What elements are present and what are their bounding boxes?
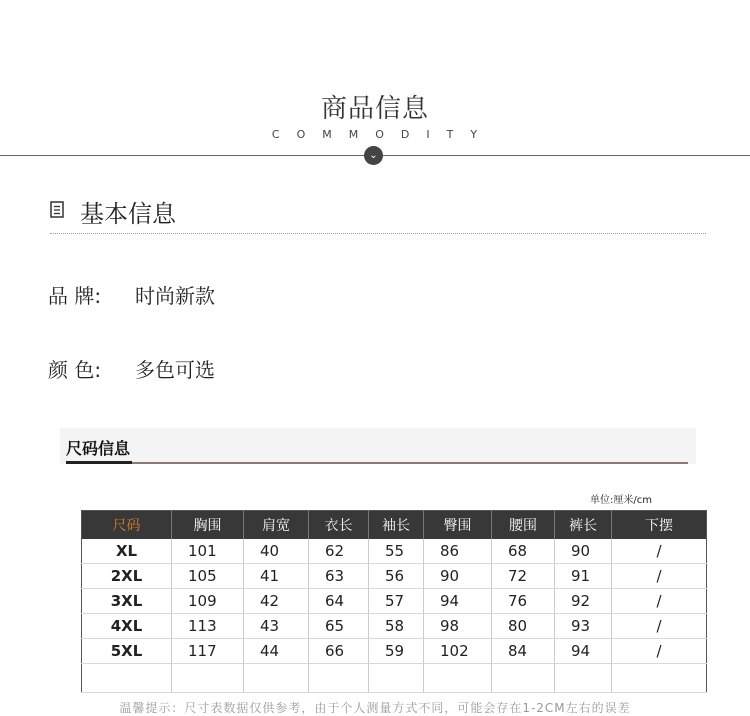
table-cell: 62 <box>309 539 369 564</box>
table-cell: 94 <box>555 639 612 664</box>
page-title: 商品信息 <box>320 94 429 124</box>
table-cell: 3XL <box>82 589 172 614</box>
table-cell: 40 <box>244 539 309 564</box>
table-row-empty <box>82 664 707 693</box>
table-cell: 4XL <box>82 614 172 639</box>
attr-color-value: 多色可选 <box>135 358 215 382</box>
table-cell <box>612 664 707 693</box>
table-cell: 113 <box>172 614 244 639</box>
chevron-down-icon: ⌄ <box>364 146 383 165</box>
page-subtitle: COMMODITY <box>271 128 495 141</box>
table-cell: 98 <box>424 614 492 639</box>
table-cell: 5XL <box>82 639 172 664</box>
table-cell: 57 <box>369 589 424 614</box>
unit-label: 单位:厘米/cm <box>590 495 652 506</box>
table-cell: 117 <box>172 639 244 664</box>
table-cell <box>492 664 555 693</box>
table-row <box>82 614 707 639</box>
table-cell: 43 <box>244 614 309 639</box>
attr-brand-value: 时尚新款 <box>135 284 215 308</box>
table-cell: 72 <box>492 564 555 589</box>
document-icon <box>50 201 64 218</box>
table-cell: 68 <box>492 539 555 564</box>
table-cell: 80 <box>492 614 555 639</box>
size-underline-accent <box>66 461 132 464</box>
col-header: 胸围 <box>172 511 244 540</box>
table-cell: 55 <box>369 539 424 564</box>
table-cell: 76 <box>492 589 555 614</box>
table-cell: 86 <box>424 539 492 564</box>
attr-brand-key: 品 牌: <box>48 284 102 308</box>
col-header: 下摆 <box>612 511 707 540</box>
table-cell <box>555 664 612 693</box>
table-cell: 91 <box>555 564 612 589</box>
table-cell: 64 <box>309 589 369 614</box>
table-cell <box>424 664 492 693</box>
table-cell: 84 <box>492 639 555 664</box>
table-cell <box>82 664 172 693</box>
col-header: 裤长 <box>555 511 612 540</box>
table-cell <box>369 664 424 693</box>
attr-color-key: 颜 色: <box>48 358 102 382</box>
dotted-divider <box>50 233 706 234</box>
table-cell <box>244 664 309 693</box>
table-cell: 94 <box>424 589 492 614</box>
col-header: 尺码 <box>82 511 172 540</box>
table-cell: 90 <box>424 564 492 589</box>
table-cell: 59 <box>369 639 424 664</box>
table-cell: / <box>612 639 707 664</box>
col-header: 袖长 <box>369 511 424 540</box>
table-cell: / <box>612 589 707 614</box>
table-cell: 58 <box>369 614 424 639</box>
measurement-note: 温馨提示：尺寸表数据仅供参考，由于个人测量方式不同，可能会存在1-2CM左右的误差 <box>119 701 631 715</box>
table-cell <box>172 664 244 693</box>
col-header: 臀围 <box>424 511 492 540</box>
table-cell: 102 <box>424 639 492 664</box>
table-row <box>82 539 707 564</box>
size-underline <box>66 462 688 464</box>
table-cell: 65 <box>309 614 369 639</box>
table-cell: / <box>612 564 707 589</box>
table-cell: 90 <box>555 539 612 564</box>
table-cell: 109 <box>172 589 244 614</box>
table-cell: / <box>612 539 707 564</box>
section-title-basic: 基本信息 <box>80 200 176 228</box>
table-row <box>82 564 707 589</box>
table-cell: 93 <box>555 614 612 639</box>
table-cell: 63 <box>309 564 369 589</box>
table-cell: 101 <box>172 539 244 564</box>
table-cell: 44 <box>244 639 309 664</box>
table-row <box>82 589 707 614</box>
table-cell: 105 <box>172 564 244 589</box>
size-table <box>81 510 707 693</box>
table-cell: 92 <box>555 589 612 614</box>
size-table-header <box>82 511 707 540</box>
table-cell: 41 <box>244 564 309 589</box>
table-cell: XL <box>82 539 172 564</box>
col-header: 肩宽 <box>244 511 309 540</box>
table-cell: / <box>612 614 707 639</box>
table-cell: 2XL <box>82 564 172 589</box>
table-cell: 42 <box>244 589 309 614</box>
section-title-size: 尺码信息 <box>66 439 131 458</box>
table-cell: 66 <box>309 639 369 664</box>
table-row <box>82 639 707 664</box>
table-cell: 56 <box>369 564 424 589</box>
col-header: 衣长 <box>309 511 369 540</box>
size-section-banner <box>60 428 696 464</box>
col-header: 腰围 <box>492 511 555 540</box>
table-cell <box>309 664 369 693</box>
